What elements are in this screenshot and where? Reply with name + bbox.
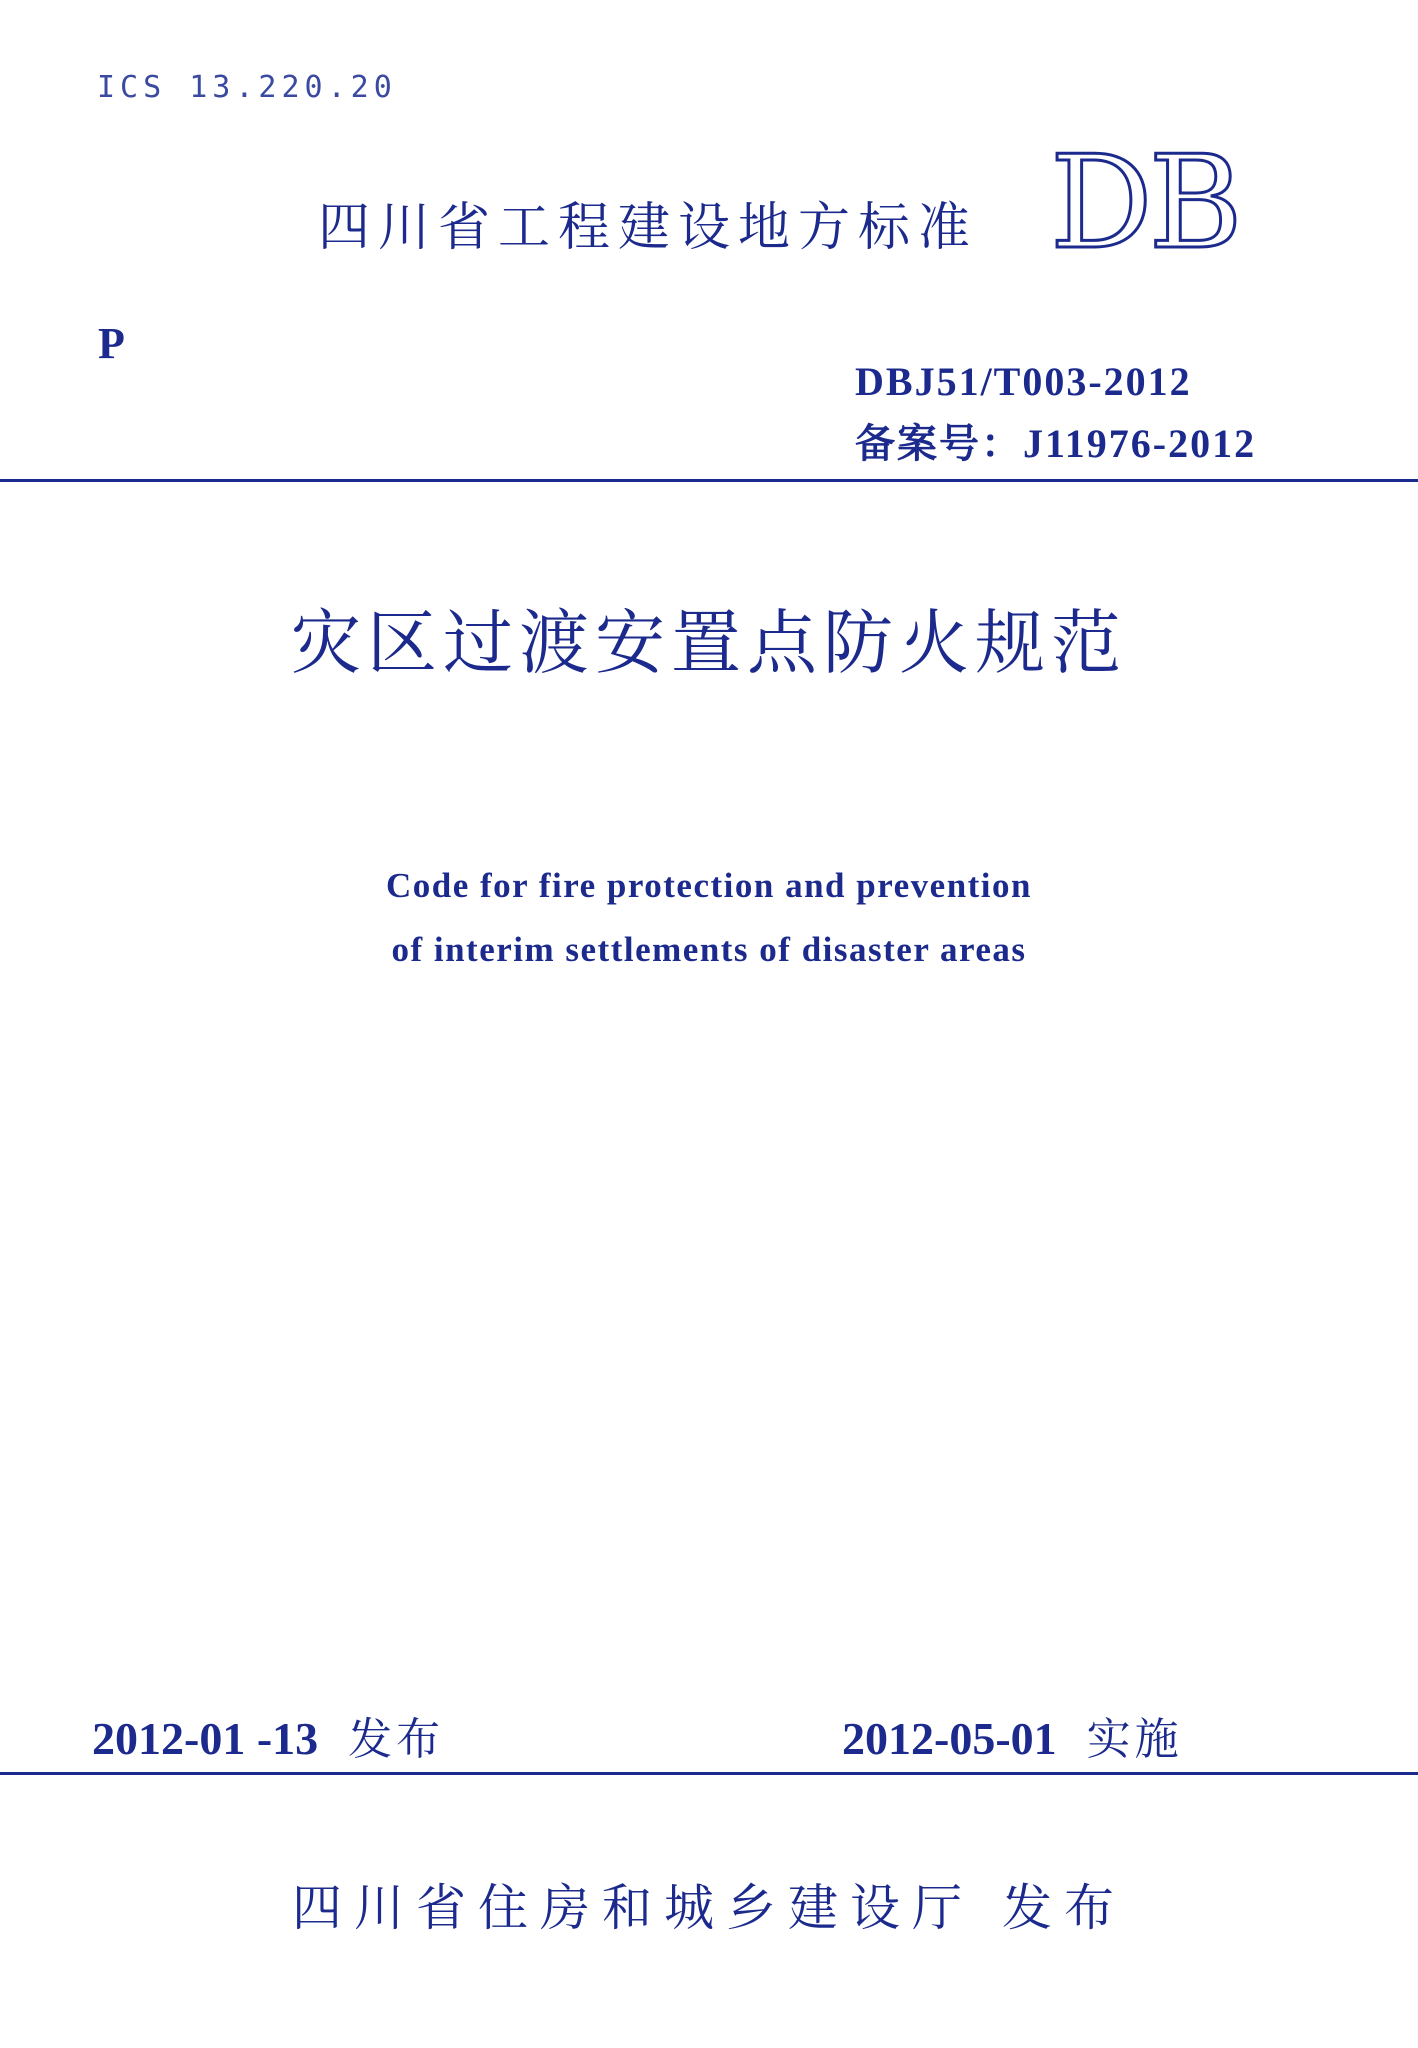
category-letter: P (98, 319, 125, 368)
issue-date-block (92, 1703, 444, 1767)
publisher: 四川省住房和城乡建设厅 发布 (292, 1879, 1126, 1937)
implement-date-block (842, 1703, 1183, 1767)
title-chinese: 灾区过渡安置点防火规范 (291, 602, 1127, 684)
implement-label: 实施 (1086, 1714, 1183, 1765)
record-number: 备案号：J11976-2012 (855, 421, 1257, 466)
title-english-line-1: Code for fire protection and prevention (385, 866, 1032, 905)
title-english-line-2: of interim settlements of disaster areas (391, 930, 1027, 969)
series-title: 四川省工程建设地方标准 (318, 198, 979, 258)
ics-code: ICS 13.220.20 (97, 70, 397, 105)
issue-label: 发布 (348, 1714, 445, 1765)
standard-code: DBJ51/T003-2012 (855, 359, 1192, 404)
db-logo: DB (1050, 129, 1239, 278)
implement-date: 2012-05-01 (842, 1713, 1057, 1764)
bottom-divider (0, 1772, 1418, 1775)
top-divider (0, 479, 1418, 482)
issue-date: 2012-01 -13 (92, 1713, 319, 1764)
